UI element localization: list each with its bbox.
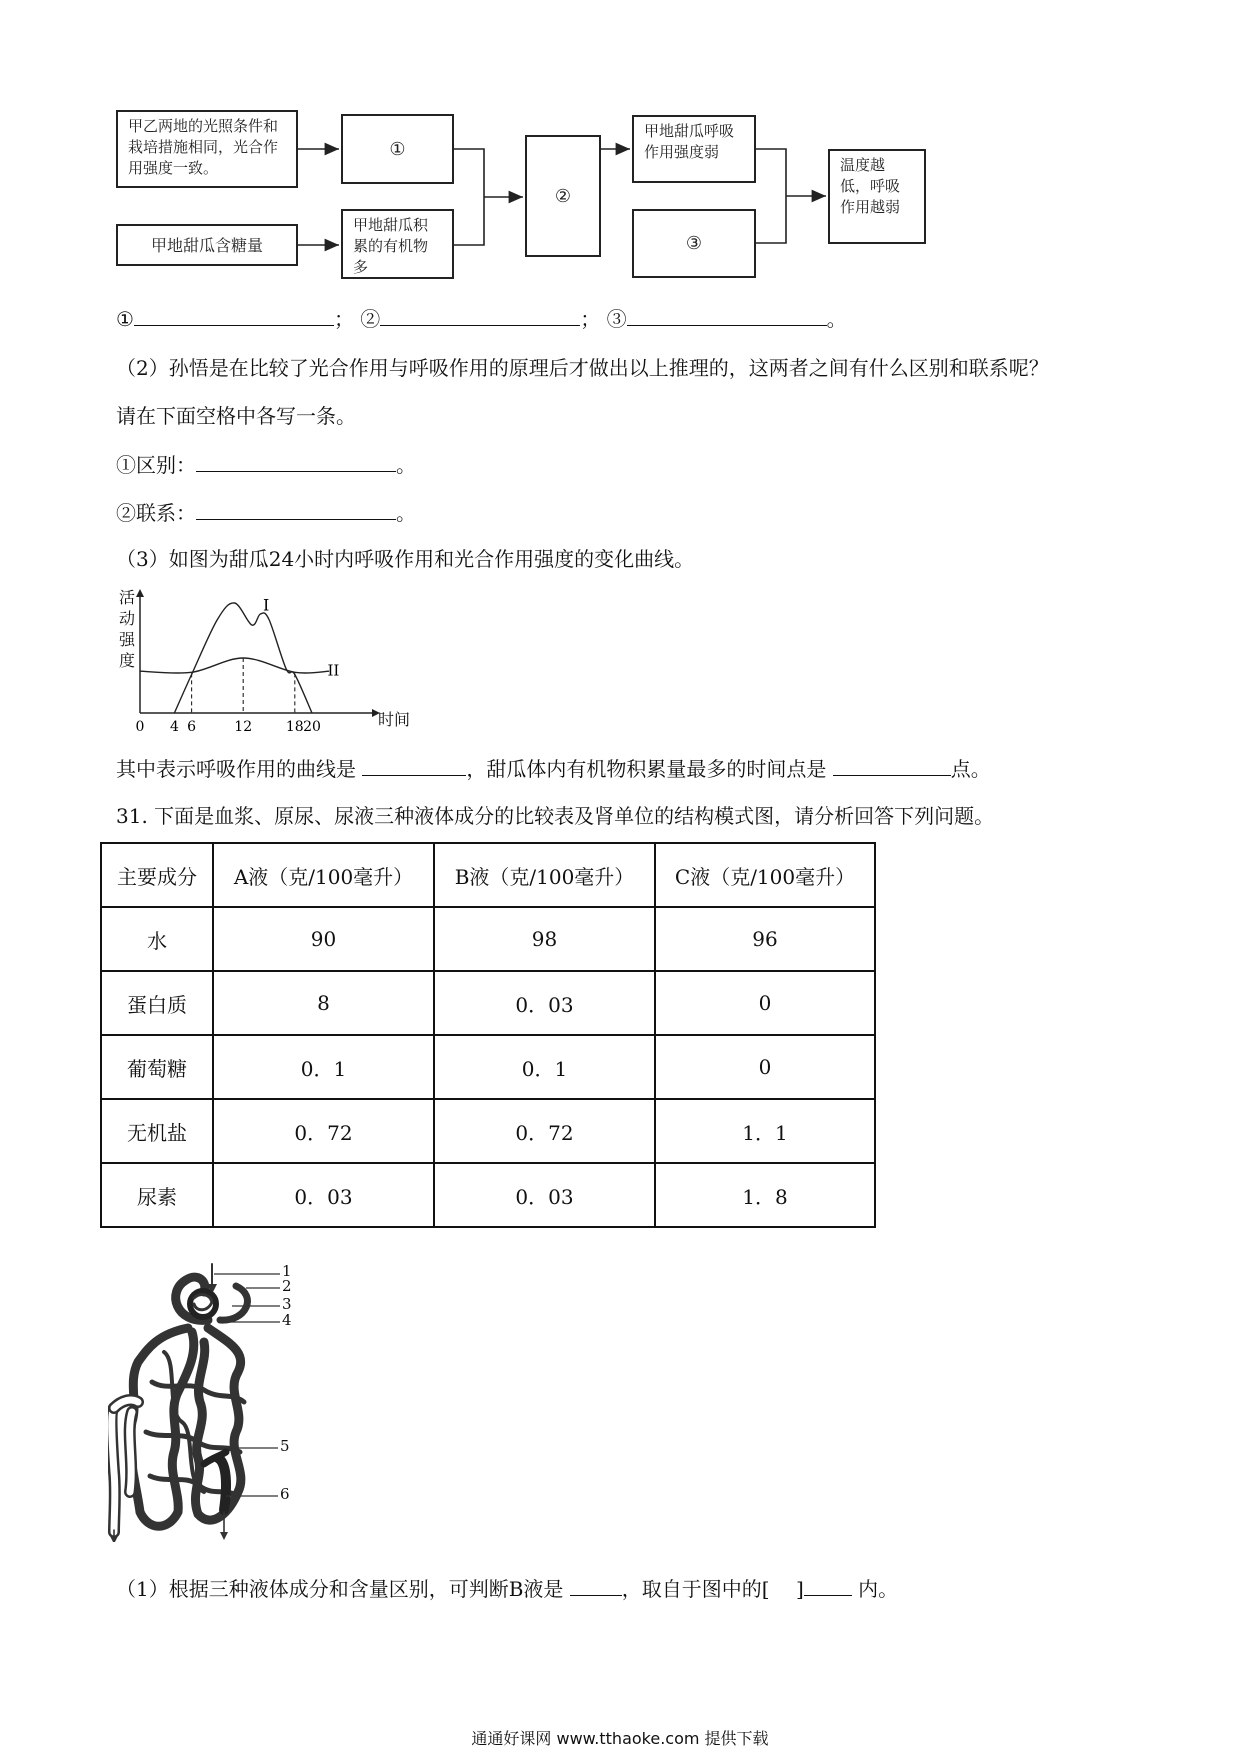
ylabel-char: 活 — [118, 588, 135, 607]
table-cell: 1．1 — [655, 1099, 875, 1163]
activity-chart — [110, 585, 430, 735]
q3-answer-end: 点。 — [950, 757, 991, 781]
fluid-b-blank[interactable] — [570, 1575, 622, 1596]
nephron-diagram — [108, 1262, 308, 1542]
nephron-label-3: 3 — [282, 1295, 292, 1313]
table-header: B液（克/100毫升） — [434, 843, 655, 907]
sep-1: ； — [333, 307, 354, 331]
nephron-label-5: 5 — [280, 1437, 290, 1455]
ylabel-char: 动 — [118, 609, 135, 628]
x-tick-label: 4 — [169, 719, 179, 735]
table-cell: 0．72 — [213, 1099, 434, 1163]
x-tick-label: 12 — [234, 719, 253, 735]
x-tick-label: 20 — [303, 719, 321, 735]
table-row — [101, 971, 875, 1035]
chart-xlabel: 时间 — [378, 710, 411, 729]
table-row — [101, 1163, 875, 1227]
flow-box-conditions: 甲乙两地的光照条件和栽培措施相同，光合作用强度一致。 — [116, 110, 298, 188]
x-tick-label: 0 — [135, 719, 145, 735]
table-header: C液（克/100毫升） — [655, 843, 875, 907]
fluid-comparison-table — [100, 842, 876, 1228]
q3-answer-pre: 其中表示呼吸作用的曲线是 — [116, 757, 356, 781]
q1-answer-line — [116, 304, 847, 334]
flow-arrows — [0, 0, 1240, 300]
q2-line2: 请在下面空格中各写一条。 — [116, 404, 356, 428]
table-cell: 96 — [655, 907, 875, 971]
table-cell: 蛋白质 — [101, 971, 213, 1035]
table-header: 主要成分 — [101, 843, 213, 907]
sep-2: ； — [580, 307, 601, 331]
table-cell: 尿素 — [101, 1163, 213, 1227]
difference-label: ①区别： — [116, 453, 196, 477]
table-cell: 水 — [101, 907, 213, 971]
table-header-row — [101, 843, 875, 907]
table-cell: 葡萄糖 — [101, 1035, 213, 1099]
curve-label-I: I — [262, 595, 270, 615]
table-header: A液（克/100毫升） — [213, 843, 434, 907]
table-cell: 0 — [655, 971, 875, 1035]
table-row — [101, 1099, 875, 1163]
blank-2-label: ② — [360, 307, 381, 331]
x-tick-label: 18 — [285, 719, 304, 735]
curve-label-II: II — [327, 661, 340, 680]
table-cell: 0．1 — [434, 1035, 655, 1099]
flow-box-3: ③ — [632, 209, 756, 278]
q31-intro: 31. 下面是血浆、原尿、尿液三种液体成分的比较表及肾单位的结构模式图，请分析回答下列问题。 — [116, 804, 995, 828]
relation-blank[interactable] — [196, 499, 396, 520]
page-footer: 通通好课网 www.tthaoke.com 提供下载 — [471, 1729, 769, 1748]
table-cell: 无机盐 — [101, 1099, 213, 1163]
end-1: 。 — [826, 307, 847, 331]
q2-line1: （2）孙悟是在比较了光合作用与呼吸作用的原理后才做出以上推理的，这两者之间有什么区别和联系呢？ — [116, 356, 1049, 380]
table-cell: 0．72 — [434, 1099, 655, 1163]
table-cell: 8 — [213, 971, 434, 1035]
table-cell: 0．03 — [434, 971, 655, 1035]
ylabel-char: 度 — [118, 651, 135, 670]
blank-1[interactable] — [134, 305, 334, 326]
nephron-label-2: 2 — [282, 1277, 292, 1295]
nephron-label-1: 1 — [282, 1262, 292, 1280]
flow-box-2: ② — [525, 135, 601, 257]
table-cell: 0．1 — [213, 1035, 434, 1099]
table-cell: 0 — [655, 1035, 875, 1099]
q3-line1: （3）如图为甜瓜24小时内呼吸作用和光合作用强度的变化曲线。 — [116, 547, 695, 571]
q3-answer — [116, 754, 991, 784]
q2-difference — [116, 450, 416, 480]
blank-1-label: ① — [116, 307, 134, 331]
table-cell: 90 — [213, 907, 434, 971]
q31-q1-end: 内。 — [858, 1577, 899, 1601]
blank-3[interactable] — [627, 305, 827, 326]
y-axis-arrow — [136, 589, 144, 597]
end-3: 。 — [396, 501, 416, 525]
table-cell: 1．8 — [655, 1163, 875, 1227]
respiration-curve-blank[interactable] — [362, 755, 466, 776]
blank-2[interactable] — [380, 305, 580, 326]
q31-q1-mid: ，取自于图中的[ — [621, 1577, 770, 1601]
flow-box-1: ① — [341, 114, 454, 184]
structure-name-blank[interactable] — [804, 1575, 852, 1596]
max-time-blank[interactable] — [833, 755, 951, 776]
q2-relation — [116, 498, 416, 528]
q31-q1-bracket: ] — [795, 1577, 804, 1601]
table-cell: 0．03 — [434, 1163, 655, 1227]
difference-blank[interactable] — [196, 451, 396, 472]
flow-box-sugar: 甲地甜瓜含糖量 — [116, 224, 298, 266]
flow-box-temperature: 温度越低，呼吸作用越弱 — [828, 149, 926, 244]
structure-number-blank[interactable] — [776, 1576, 796, 1596]
blank-3-label: ③ — [606, 307, 627, 331]
ylabel-char: 强 — [118, 630, 135, 649]
relation-label: ②联系： — [116, 501, 196, 525]
q31-question-1 — [116, 1574, 898, 1604]
table-cell: 0．03 — [213, 1163, 434, 1227]
nephron-label-4: 4 — [282, 1311, 292, 1329]
q3-answer-mid: ，甜瓜体内有机物积累量最多的时间点是 — [466, 757, 827, 781]
table-row — [101, 907, 875, 971]
series-line-II — [140, 658, 329, 673]
q31-q1-pre: （1）根据三种液体成分和含量区别，可判断B液是 — [116, 1577, 564, 1601]
table-cell: 98 — [434, 907, 655, 971]
flow-box-accumulate: 甲地甜瓜积累的有机物多 — [341, 209, 454, 279]
x-tick-label: 6 — [187, 719, 197, 735]
table-row — [101, 1035, 875, 1099]
nephron-label-6: 6 — [280, 1485, 290, 1503]
end-2: 。 — [396, 453, 416, 477]
nephron-illustration — [108, 1262, 308, 1542]
flow-box-respiration: 甲地甜瓜呼吸作用强度弱 — [632, 115, 756, 183]
